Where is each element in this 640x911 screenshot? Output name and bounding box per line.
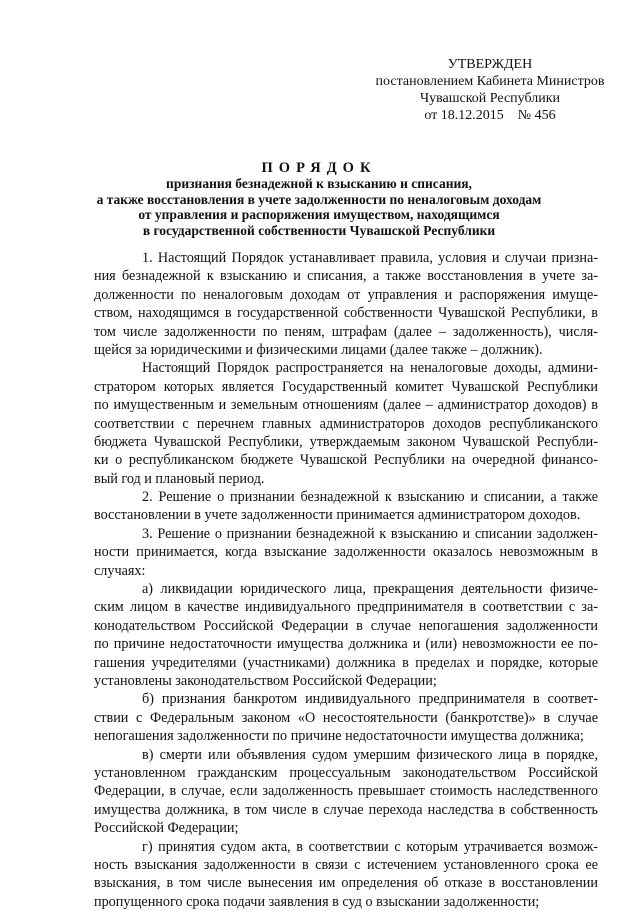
text-line: ности принимается, когда взыскание задолженности оказалось невозможным в [94,543,598,561]
text-line: в) смерти или объявления судом умершим физического лица в порядке, [94,746,598,764]
paragraph [94,488,598,525]
text-line: имущества должника, в том числе в случае перехода наследства в собственность [94,801,598,819]
text-line: а) ликвидации юридического лица, прекращения деятельности физиче- [94,580,598,598]
document-body [94,249,598,911]
text-line: стратором которых является Государственный комитет Чувашской Республики [94,378,598,396]
text-line: б) признания банкротом индивидуального предпринимателя в соответ- [94,690,598,708]
subtitle-line: в государственной собственности Чувашской Республики [40,223,598,239]
text-line: 2. Решение о признании безнадежной к взысканию и списании, а также [94,488,598,506]
text-line: гашения учредителями (участниками) должника в пределах и порядке, которые [94,654,598,672]
text-line: вый год и плановый период. [94,470,598,488]
paragraph [94,690,598,745]
text-line: том числе задолженности по пеням, штрафам (далее – задолженность), числя- [94,323,598,341]
paragraph [94,525,598,580]
text-line: ским лицом в качестве индивидуального предпринимателя в соответствии с за- [94,598,598,616]
paragraph [94,580,598,690]
text-line: г) принятия судом акта, в соответствии с которым утрачивается возмож- [94,838,598,856]
text-line: пропущенного срока подачи заявления в суд о взыскании задолженности; [94,893,598,911]
text-line: бюджета Чувашской Республики, утверждаемым законом Чувашской Республи- [94,433,598,451]
approval-stamp [360,56,620,124]
paragraph [94,249,598,359]
text-line: Настоящий Порядок распространяется на неналоговые доходы, админи- [94,359,598,377]
text-line: долженности по неналоговым доходам от управления и распоряжения имуще- [94,286,598,304]
text-line: ния безнадежной к взысканию и списания, а также восстановления в учете за- [94,267,598,285]
text-line: щейся за юридическими и физическими лицами (далее также – должник). [94,341,598,359]
text-line: соответствии с перечнем главных администраторов доходов республиканского [94,415,598,433]
document-subtitle [40,176,598,238]
text-line: по причине недостаточности имущества должника и (или) невозможности ее по- [94,635,598,653]
text-line: взыскания, в том числе вынесения им определения об отказе в восстановлении [94,874,598,892]
text-line: ность взыскания задолженности в связи с истечением установленного срока ее [94,856,598,874]
text-line: ки о республиканском бюджете Чувашской Республики на очередной финансо- [94,451,598,469]
paragraph [94,746,598,838]
text-line: 3. Решение о признании безнадежной к взысканию и списании задолжен- [94,525,598,543]
approval-heading: УТВЕРЖДЕН [360,56,620,73]
text-line: по имущественным и земельным отношениям (далее – администратор доходов) в [94,396,598,414]
text-line: ствии с Федеральным законом «О несостоятельности (банкротстве)» в случае [94,709,598,727]
subtitle-line: признания безнадежной к взысканию и списания, [40,176,598,192]
text-line: установленном гражданским процессуальным законодательством Российской [94,764,598,782]
text-line: Федерации, в случае, если задолженность превышает стоимость наследственного [94,782,598,800]
text-line: ством, находящимся в государственной собственности Чувашской Республики, в [94,304,598,322]
text-line: Российской Федерации; [94,819,598,837]
text-line: конодательством Российской Федерации в случае непогашения задолженности [94,617,598,635]
subtitle-line: от управления и распоряжения имуществом, находящимся [40,207,598,223]
text-line: непогашения задолженности по причине недостаточности имущества должника; [94,727,598,745]
text-line: 1. Настоящий Порядок устанавливает правила, условия и случаи призна- [94,249,598,267]
approval-authority: постановлением Кабинета Министров [360,73,620,90]
approval-date-number: от 18.12.2015 № 456 [360,107,620,124]
paragraph [94,359,598,488]
text-line: установлены законодательством Российской Федерации; [94,672,598,690]
text-line: восстановлении в учете задолженности принимается администратором доходов. [94,506,598,524]
document-title: ПОРЯДОК [40,159,598,177]
approval-authority-region: Чувашской Республики [360,90,620,107]
text-line: случаях: [94,562,598,580]
subtitle-line: а также восстановления в учете задолженности по неналоговым доходам [40,192,598,208]
paragraph [94,838,598,911]
